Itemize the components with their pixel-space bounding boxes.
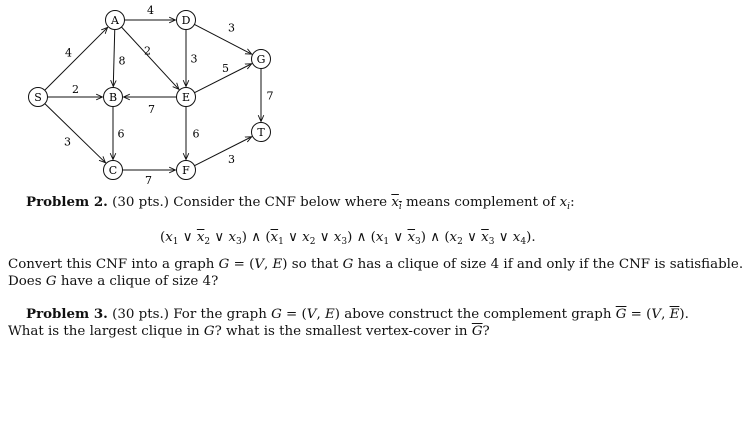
edge-weight-B-C: 6 — [117, 127, 125, 141]
edge-A-E — [118, 27, 178, 89]
problem2-intro-text: Consider the CNF below where — [173, 195, 388, 210]
p3-line1-a: For the graph — [173, 307, 267, 322]
p2-line1-c: has a clique of size 4 if and only if the CNF is satisfiable. — [357, 257, 743, 272]
problem3-line1: Problem 3. (30 pts.) For the graph G = (V, E) above construct the complement graph $\overline{G} = (V$, $\overline{E}$). — [26, 306, 689, 322]
edge-weight-G-T: 7 — [266, 89, 274, 103]
edge-S-C — [45, 104, 106, 163]
p2-line1-b: so that — [291, 257, 339, 272]
edge-weight-C-F: 7 — [145, 174, 152, 187]
edge-weight-D-E: 3 — [190, 52, 198, 66]
node-label-A: A — [111, 14, 119, 27]
p3-line2-a: What is the largest clique in — [8, 324, 200, 339]
node-label-E: E — [181, 91, 191, 104]
problem2-intro — [26, 194, 575, 216]
edge-weight-E-F: 6 — [192, 127, 200, 141]
colon: : — [570, 195, 575, 210]
problem2-line2: Does G have a clique of size 4? — [8, 274, 219, 289]
p2-line2-a: Does — [8, 274, 42, 289]
node-label-G: G — [256, 53, 266, 66]
problem3-points: (30 pts.) — [112, 307, 169, 322]
problem3-line2: What is the largest clique in G? what is the smallest vertex-cover in $\overline{G}$? — [8, 324, 490, 339]
node-label-S: S — [34, 91, 42, 104]
edge-weight-S-C: 3 — [64, 135, 71, 149]
edge-weight-S-A: 4 — [65, 46, 72, 60]
edge-weight-A-E: 2 — [144, 44, 151, 58]
edge-weight-A-D: 4 — [147, 4, 154, 17]
edge-weight-F-T: 3 — [228, 153, 235, 166]
node-label-D: D — [181, 14, 191, 27]
problem2-title: Problem 2. — [26, 194, 108, 210]
cnf-formula: ($x_1$ ∨ $\overline{x}_2$ ∨ $x_3$) ∧ ($\overline{x}_1$ ∨ $x_2$ ∨ $x_3$) ∧ ($x_1$ ∨ $\overline{x}_3$) ∧ ($x_2$ ∨ $\overline{x}_3$ ∨ $x_4$). — [160, 230, 536, 247]
problem2-line1: Convert this CNF into a graph G = (V, E) so that G has a clique of size 4 if and only if the CNF is satisfiable. — [8, 257, 743, 272]
edge-weight-E-B: 7 — [148, 103, 155, 116]
edge-weight-D-G: 3 — [228, 21, 235, 35]
p2-line2-b: have a clique of size 4? — [60, 274, 219, 289]
p3-line1-b: above construct the complement graph — [344, 307, 612, 322]
p3-line2-c: ? — [482, 324, 490, 339]
var-x-2: x — [559, 195, 568, 210]
edge-A-B — [113, 29, 114, 86]
node-label-T: T — [257, 126, 265, 139]
edge-weight-S-B: 2 — [72, 83, 79, 96]
var-sub: i — [398, 202, 402, 212]
p3-line2-b: ? what is the smallest vertex-cover in — [214, 324, 468, 339]
var-x: x — [391, 195, 399, 210]
edge-weight-A-B: 8 — [118, 54, 126, 68]
node-label-C: C — [108, 164, 118, 177]
p2-line1-a: Convert this CNF into a graph — [8, 257, 215, 272]
var-sub-2: i — [567, 202, 571, 212]
plain-var — [560, 195, 570, 210]
problem2-intro-text-b: means complement of — [406, 195, 556, 210]
problem2-points: (30 pts.) — [112, 195, 169, 210]
complement-var — [391, 195, 401, 210]
node-label-F: F — [182, 164, 190, 177]
graph-diagram — [0, 0, 700, 190]
edge-weight-E-G: 5 — [222, 62, 229, 75]
node-label-B: B — [108, 91, 118, 104]
edge-S-A — [45, 27, 108, 90]
edge-D-G — [194, 21, 251, 54]
edge-F-T — [194, 137, 251, 166]
problem3-title: Problem 3. — [26, 306, 108, 322]
